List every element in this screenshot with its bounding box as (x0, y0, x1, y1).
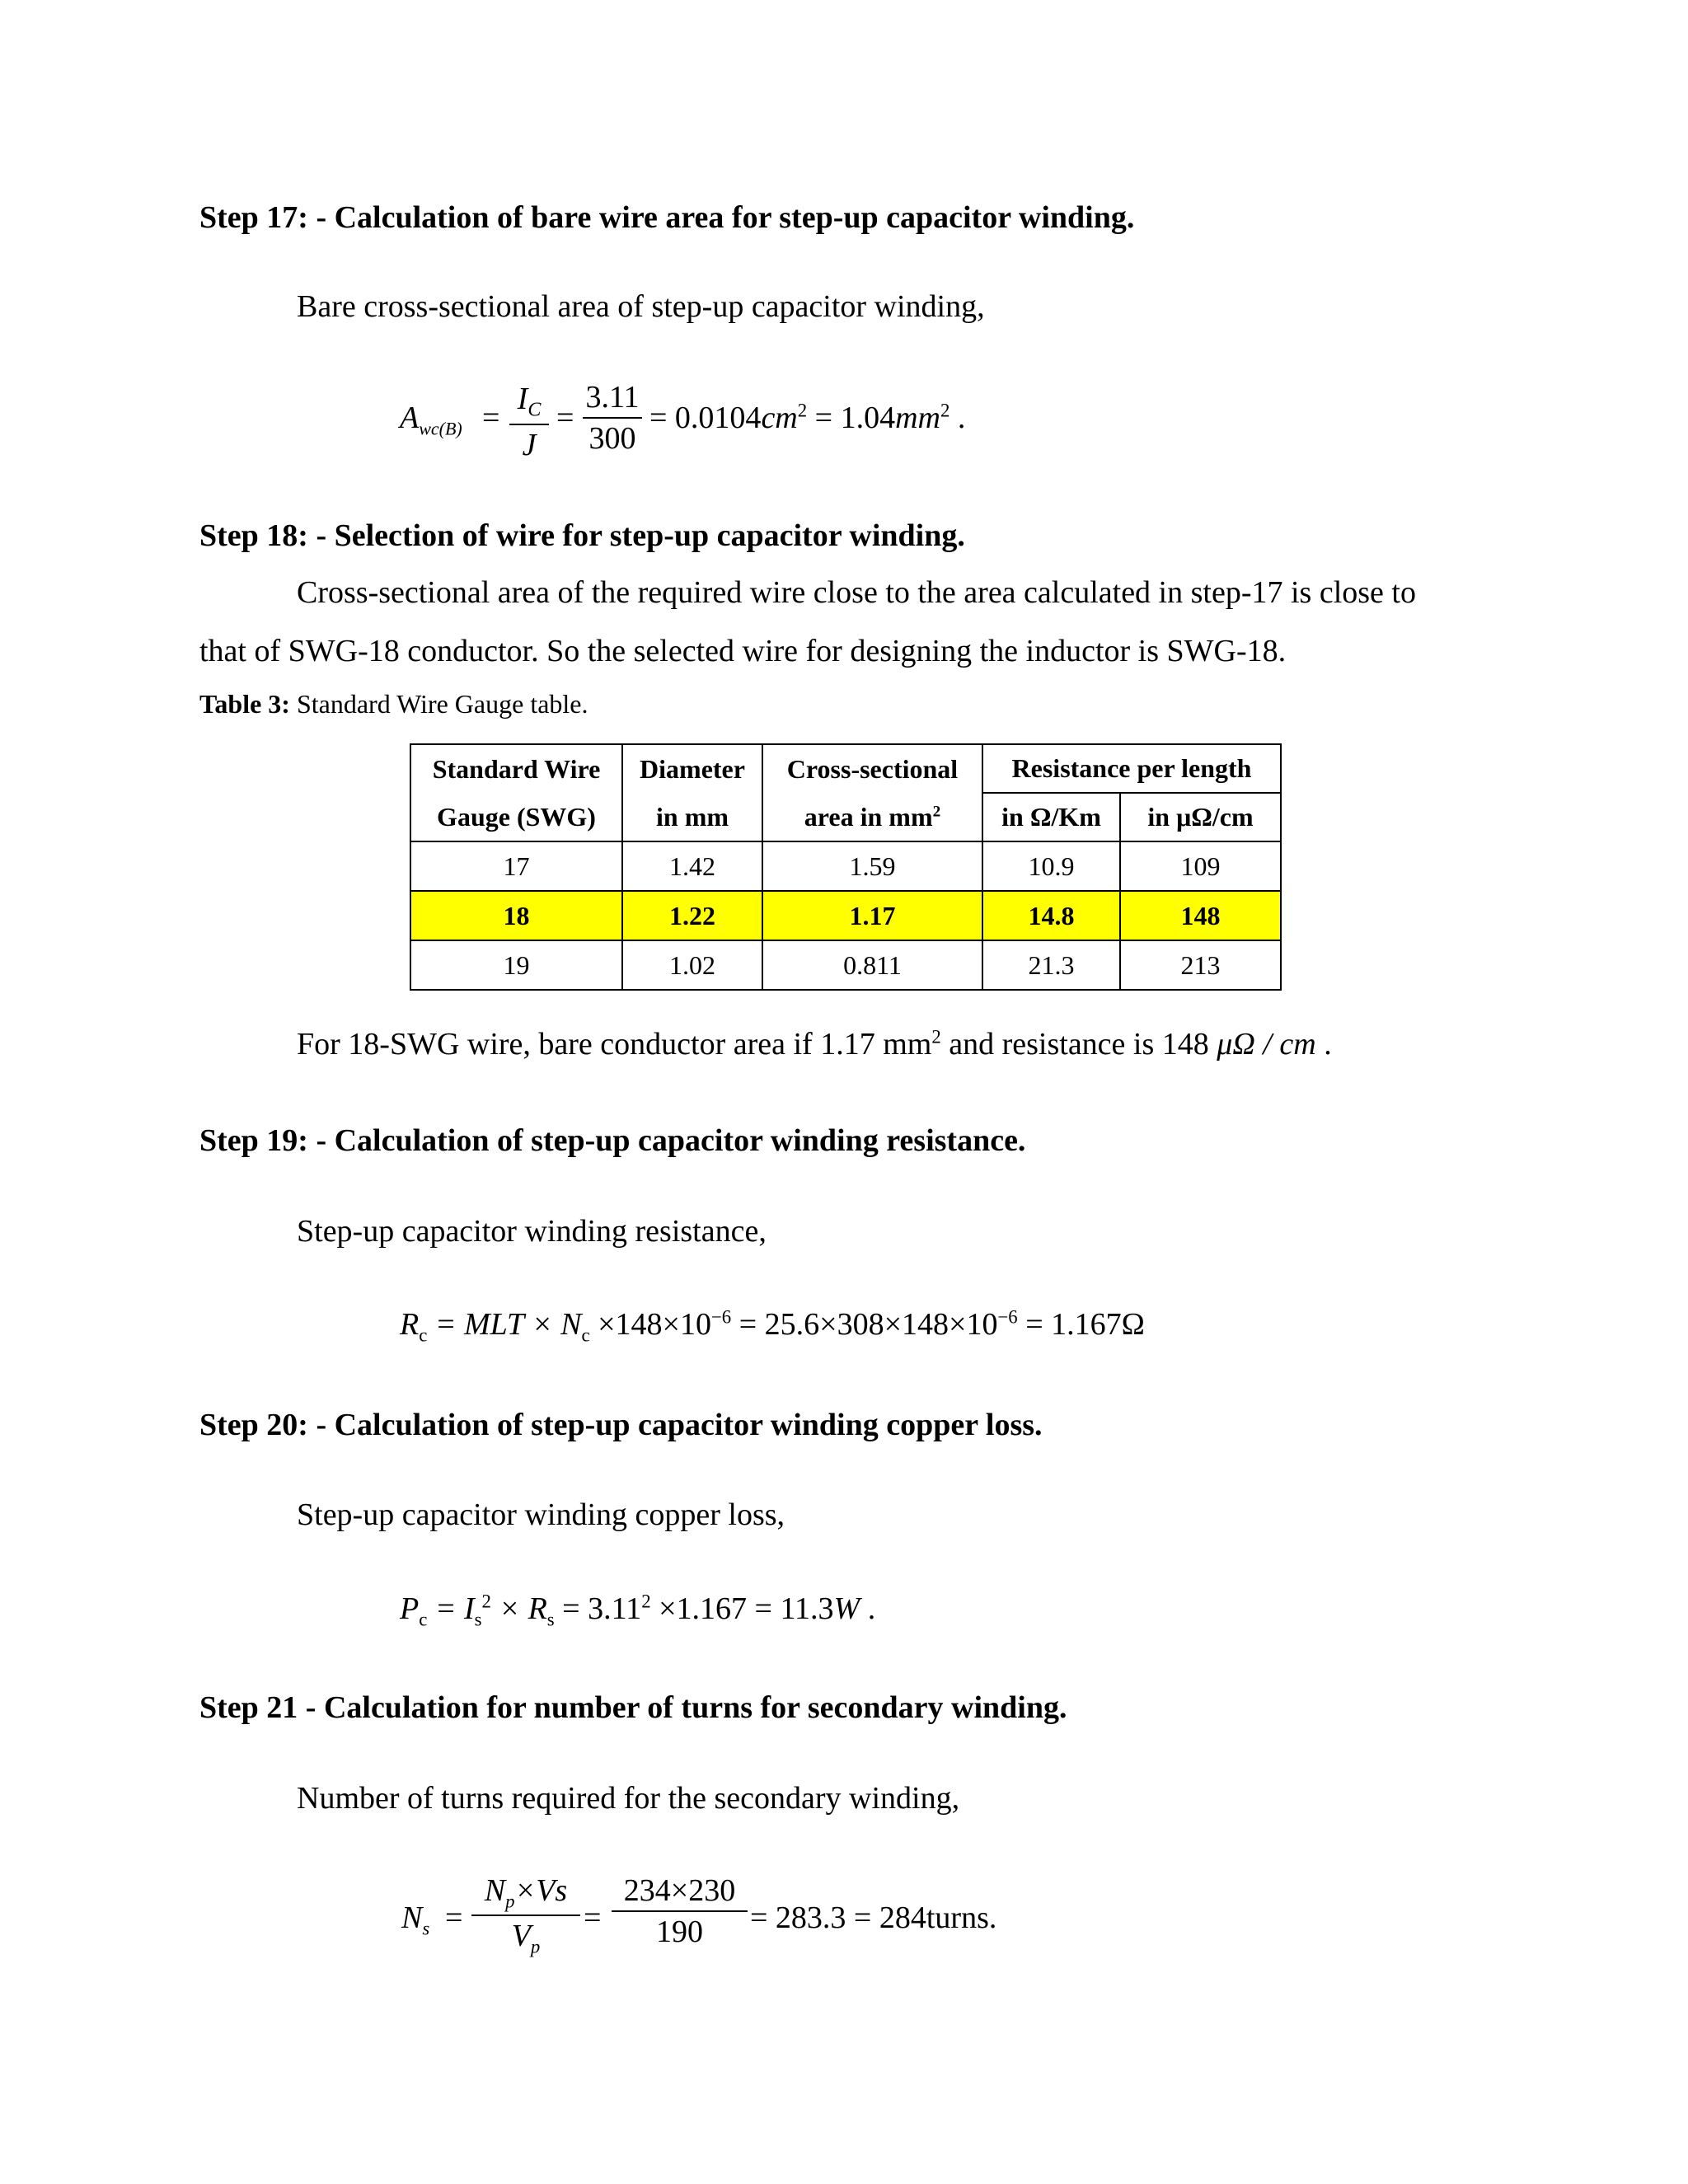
eq21-result: = 283.3 = 284turns. (750, 1900, 997, 1935)
cell-diameter: 1.42 (622, 841, 762, 891)
step18-heading: Step 18: - Selection of wire for step-up capacitor winding. (199, 518, 965, 553)
table-row-highlighted (410, 891, 1281, 940)
cell-swg: 17 (410, 841, 622, 891)
eq21-fraction-2: 234×230 190 (612, 1872, 748, 1950)
cell-diameter: 1.02 (622, 940, 762, 990)
cell-diameter: 1.22 (622, 891, 762, 940)
cell-area: 1.59 (762, 841, 982, 891)
step19-equation: $R_c$ = MLT × $N_c \times 148\times 10^{-6} = 25.6\times 308\times 148\times 10^{-6} = 1.167\Omega$ (400, 1306, 1145, 1346)
swg-table (410, 743, 1282, 991)
step21-intro: Number of turns required for the secondary winding, (297, 1781, 960, 1816)
th-dia-1: Diameter (622, 744, 762, 793)
th-dia-2: in mm (622, 793, 762, 841)
cell-res-km: 14.8 (982, 891, 1120, 940)
th-area-1: Cross-sectional (762, 744, 982, 793)
cell-res-cm: 213 (1120, 940, 1281, 990)
step19-intro: Step-up capacitor winding resistance, (297, 1214, 767, 1249)
cell-area: 1.17 (762, 891, 982, 940)
th-swg-1: Standard Wire (410, 744, 622, 793)
cell-res-cm: 109 (1120, 841, 1281, 891)
eq21-equals-1: = (445, 1900, 463, 1935)
after-table-text: For 18-SWG wire, bare conductor area if 1.17 $mm^2$ and resistance is 148 μΩ / cm . (297, 1026, 1332, 1062)
cell-res-cm: 148 (1120, 891, 1281, 940)
eq17-equals-2: = (556, 401, 574, 435)
cell-res-km: 21.3 (982, 940, 1120, 990)
eq17-lhs: $A_{wc(B)}$ (400, 401, 462, 439)
step17-heading: Step 17: - Calculation of bare wire area for step-up capacitor winding. (199, 200, 1135, 235)
eq17-fraction-2: 3.11 300 (583, 379, 642, 457)
eq21-fraction-1: $N_p\times Vs$ $V_p$ (471, 1872, 580, 1957)
th-res-cm: in μΩ/cm (1120, 793, 1281, 841)
step18-para-line2: that of SWG-18 conductor. So the selected wire for designing the inductor is SWG-18. (199, 634, 1287, 668)
cell-area: 0.811 (762, 940, 982, 990)
eq17-result: = $0.0104cm^2 = 1.04mm^2$ . (649, 400, 966, 435)
cell-swg: 19 (410, 940, 622, 990)
table-row (410, 940, 1281, 990)
step21-heading: Step 21 - Calculation for number of turns for secondary winding. (199, 1690, 1067, 1725)
step20-equation: $P_c = I_s^2 \times R_s = 3.11^2 \times 1.167 = 11.3W$ . (400, 1591, 876, 1630)
step18-para-line1: Cross-sectional area of the required wire close to the area calculated in step-17 is close to (297, 575, 1416, 610)
eq21-equals-2: = (584, 1900, 602, 1935)
th-area-2: area in $mm^2$ (762, 793, 982, 841)
cell-res-km: 10.9 (982, 841, 1120, 891)
eq21-lhs: $N_s$ (401, 1900, 430, 1939)
step20-intro: Step-up capacitor winding copper loss, (297, 1497, 785, 1532)
eq17-equals-1: = (482, 401, 500, 435)
table-row (410, 841, 1281, 891)
eq17-fraction-1: $I_C$ J (509, 381, 549, 463)
th-resistance: Resistance per length (982, 744, 1281, 793)
th-swg-2: Gauge (SWG) (410, 793, 622, 841)
table3-caption: Table 3: Standard Wire Gauge table. (199, 689, 588, 719)
step19-heading: Step 19: - Calculation of step-up capacitor winding resistance. (199, 1123, 1026, 1158)
step20-heading: Step 20: - Calculation of step-up capacitor winding copper loss. (199, 1408, 1043, 1442)
cell-swg: 18 (410, 891, 622, 940)
th-res-km: in Ω/Km (982, 793, 1120, 841)
step17-intro: Bare cross-sectional area of step-up capacitor winding, (297, 289, 985, 324)
